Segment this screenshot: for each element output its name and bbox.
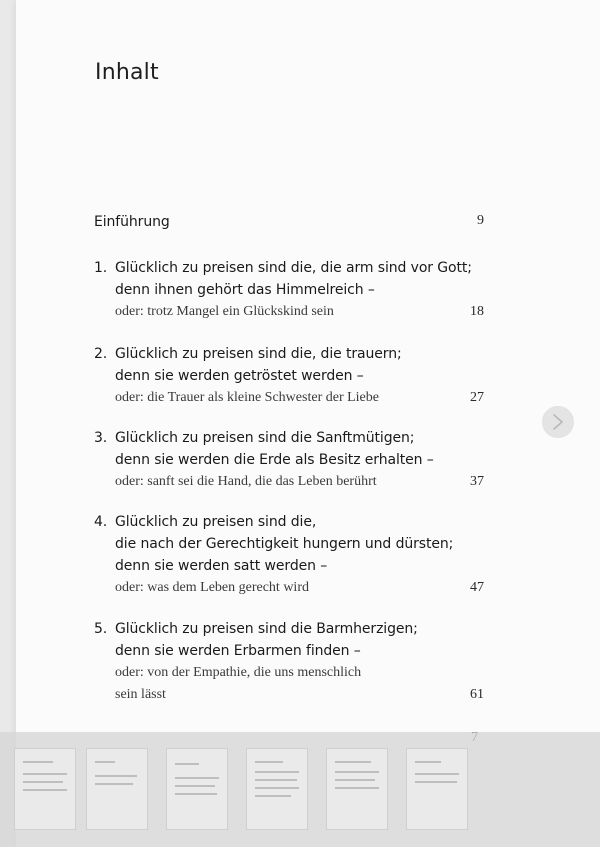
toc-entry-line: denn sie werden satt werden –	[115, 558, 328, 574]
toc-page-number: 37	[470, 474, 484, 489]
next-page-button[interactable]	[542, 406, 574, 438]
toc-entry-line: denn ihnen gehört das Himmelreich –	[115, 282, 375, 298]
toc-entry-subtitle: oder: von der Empathie, die uns menschlich	[115, 665, 362, 680]
toc-entry[interactable]	[94, 427, 484, 493]
page-thumbnail[interactable]	[166, 748, 228, 830]
toc-entry[interactable]	[94, 343, 484, 409]
toc-entry-line: Glücklich zu preisen sind die Sanftmütigen;	[115, 430, 415, 446]
chevron-right-icon	[551, 413, 565, 431]
toc-entry-line: Glücklich zu preisen sind die,	[115, 514, 317, 530]
page-thumbnail[interactable]	[406, 748, 468, 830]
toc-entry[interactable]	[94, 511, 484, 599]
toc-intro-label: Einführung	[94, 214, 170, 230]
toc-entry-number: 2.	[94, 346, 108, 362]
toc-entry-subtitle: oder: was dem Leben gerecht wird	[115, 580, 309, 595]
toc-entry-line: Glücklich zu preisen sind die, die trauern;	[115, 346, 402, 362]
page-thumbnail[interactable]	[246, 748, 308, 830]
toc-page-number: 18	[470, 304, 484, 319]
toc-page-number: 61	[470, 687, 484, 702]
toc-page-number: 47	[470, 580, 484, 595]
toc-entry-number: 4.	[94, 514, 108, 530]
toc-intro[interactable]	[94, 213, 484, 237]
toc-entry-line: denn sie werden die Erde als Besitz erhalten –	[115, 452, 434, 468]
toc-entry[interactable]	[94, 257, 484, 323]
toc-page-number: 9	[477, 213, 484, 228]
page-thumbnail[interactable]	[86, 748, 148, 830]
toc-entry-number: 3.	[94, 430, 108, 446]
toc-entry-subtitle: sein lässt	[115, 687, 166, 702]
toc-entry-number: 1.	[94, 260, 108, 276]
page-thumbnail[interactable]	[14, 748, 76, 830]
page-title: Inhalt	[95, 60, 159, 85]
toc-entry-subtitle: oder: trotz Mangel ein Glückskind sein	[115, 304, 334, 319]
toc-entry-line: Glücklich zu preisen sind die Barmherzigen;	[115, 621, 418, 637]
toc-entry-line: die nach der Gerechtigkeit hungern und dürsten;	[115, 536, 454, 552]
toc-entry-subtitle: oder: sanft sei die Hand, die das Leben berührt	[115, 474, 377, 489]
toc-entry-subtitle: oder: die Trauer als kleine Schwester der Liebe	[115, 390, 379, 405]
book-page	[16, 0, 600, 847]
toc-entry-line: denn sie werden Erbarmen finden –	[115, 643, 361, 659]
page-thumbnail[interactable]	[326, 748, 388, 830]
toc-entry-line: Glücklich zu preisen sind die, die arm sind vor Gott;	[115, 260, 472, 276]
toc-entry[interactable]	[94, 618, 484, 706]
toc-page-number: 27	[470, 390, 484, 405]
thumbnail-strip	[0, 732, 600, 847]
toc-entry-line: denn sie werden getröstet werden –	[115, 368, 364, 384]
toc-entry-number: 5.	[94, 621, 108, 637]
